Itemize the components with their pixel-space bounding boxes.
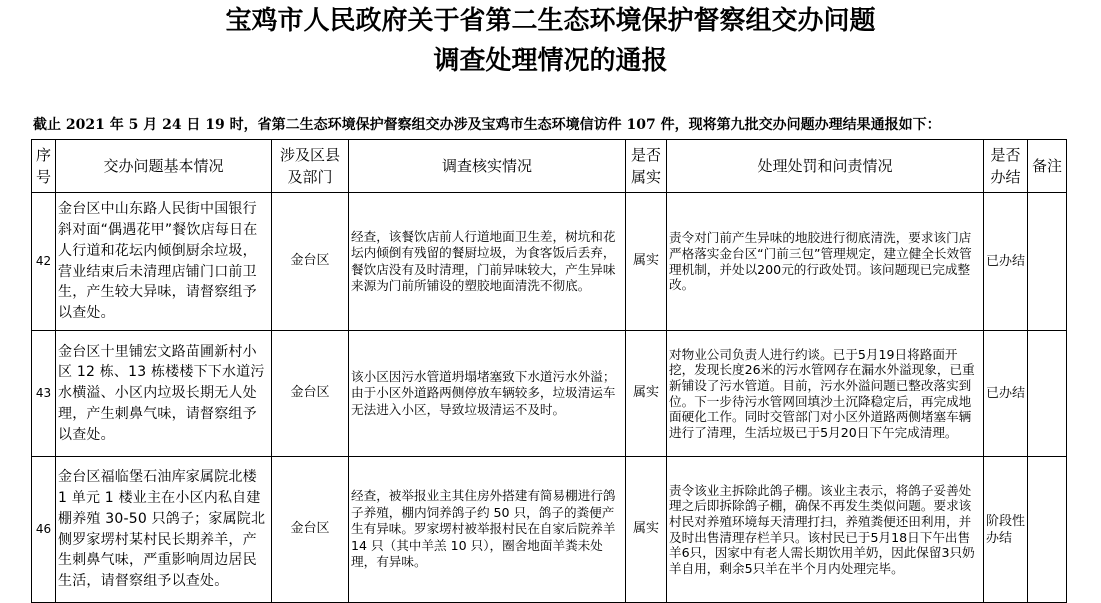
header-note: 备注 xyxy=(1028,140,1067,193)
header-district: 涉及区县及部门 xyxy=(272,140,349,193)
cell-is-real: 属实 xyxy=(626,331,667,457)
table-row xyxy=(32,193,1067,331)
cases-table xyxy=(31,139,1067,603)
header-seq: 序号 xyxy=(32,140,56,193)
header-punishment: 处理处罚和问责情况 xyxy=(667,140,984,193)
cell-is-done: 已办结 xyxy=(984,193,1028,331)
cell-basic: 金台区中山东路人民街中国银行斜对面“偶遇花甲”餐饮店每日在人行道和花坛内倾倒厨余垃圾，营业结束后未清理店铺门口前卫生，产生较大异味，请督察组予以查处。 xyxy=(56,193,272,331)
cell-is-real: 属实 xyxy=(626,193,667,331)
intro-paragraph: 截止 2021 年 5 月 24 日 19 时，省第二生态环境保护督察组交办涉及宝鸡市生态环境信访件 107 件，现将第九批交办问题办理结果通报如下： xyxy=(33,117,941,133)
cell-note xyxy=(1028,457,1067,603)
document-title-line1: 宝鸡市人民政府关于省第二生态环境保护督察组交办问题 xyxy=(225,6,876,36)
table-row xyxy=(32,331,1067,457)
cell-seq: 43 xyxy=(32,331,56,457)
cell-district: 金台区 xyxy=(272,193,349,331)
cell-seq: 42 xyxy=(32,193,56,331)
header-investigation: 调查核实情况 xyxy=(349,140,626,193)
cell-punishment: 责令该业主拆除此鸽子棚。该业主表示，将鸽子妥善处理之后即拆除鸽子棚，确保不再发生类似问题。要求该村民对养殖环境每天清理打扫，养殖粪便还田利用，并及时出售清理存栏羊只。该村民已于5月18日下午出售羊6只，因家中有老人需长期饮用羊奶，因此保留3只奶羊自用，剩余5只羊在半个月内处理完毕。 xyxy=(667,457,984,603)
header-is-done: 是否办结 xyxy=(984,140,1028,193)
cell-district: 金台区 xyxy=(272,331,349,457)
table-row xyxy=(32,457,1067,603)
cell-note xyxy=(1028,331,1067,457)
cell-basic: 金台区十里铺宏文路苗圃新村小区 12 栋、13 栋楼楼下下水道污水横溢、小区内垃圾长期无人处理，产生刺鼻气味，请督察组予以查处。 xyxy=(56,331,272,457)
cell-district: 金台区 xyxy=(272,457,349,603)
cell-is-done: 阶段性办结 xyxy=(984,457,1028,603)
document-title-line2: 调查处理情况的通报 xyxy=(433,46,668,76)
cell-punishment: 对物业公司负责人进行约谈。已于5月19日将路面开挖，发现长度26米的污水管网存在漏水外溢现象，已重新铺设了污水管道。目前，污水外溢问题已整改落实到位。下一步待污水管网回填沙土沉降稳定后，再完成地面硬化工作。同时交管部门对小区外道路两侧堵塞车辆进行了清理，生活垃圾已于5月20日下午完成清理。 xyxy=(667,331,984,457)
cell-punishment: 责令对门前产生异味的地胶进行彻底清洗，要求该门店严格落实金台区“门前三包”管理规定，建立健全长效管理机制，并处以200元的行政处罚。该问题现已完成整改。 xyxy=(667,193,984,331)
cell-basic: 金台区福临堡石油库家属院北楼 1 单元 1 楼业主在小区内私自建棚养殖 30-50 只鸽子；家属院北侧罗家塄村某村民长期养羊，产生刺鼻气味，严重影响周边居民生活，请督察组予以查处。 xyxy=(56,457,272,603)
header-is-real: 是否属实 xyxy=(626,140,667,193)
cell-investigation: 经查，被举报业主其住房外搭建有简易棚进行鸽子养殖，棚内饲养鸽子约 50 只，鸽子的粪便产生有异味。罗家塄村被举报村民在自家后院养羊 14 只（其中羊羔 10 只），圈舍地面羊粪未处理，有异味。 xyxy=(349,457,626,603)
cell-seq: 46 xyxy=(32,457,56,603)
table-header-row xyxy=(32,140,1067,193)
cell-is-done: 已办结 xyxy=(984,331,1028,457)
cell-is-real: 属实 xyxy=(626,457,667,603)
header-basic: 交办问题基本情况 xyxy=(56,140,272,193)
cell-investigation: 该小区因污水管道坍塌堵塞致下水道污水外溢；由于小区外道路两侧停放车辆较多，垃圾清运车无法进入小区，导致垃圾清运不及时。 xyxy=(349,331,626,457)
cell-investigation: 经查，该餐饮店前人行道地面卫生差，树坑和花坛内倾倒有残留的餐厨垃圾，为食客饭后丢弃，餐饮店没有及时清理，门前异味较大，产生异味来源为门前所铺设的塑胶地面清洗不彻底。 xyxy=(349,193,626,331)
cell-note xyxy=(1028,193,1067,331)
